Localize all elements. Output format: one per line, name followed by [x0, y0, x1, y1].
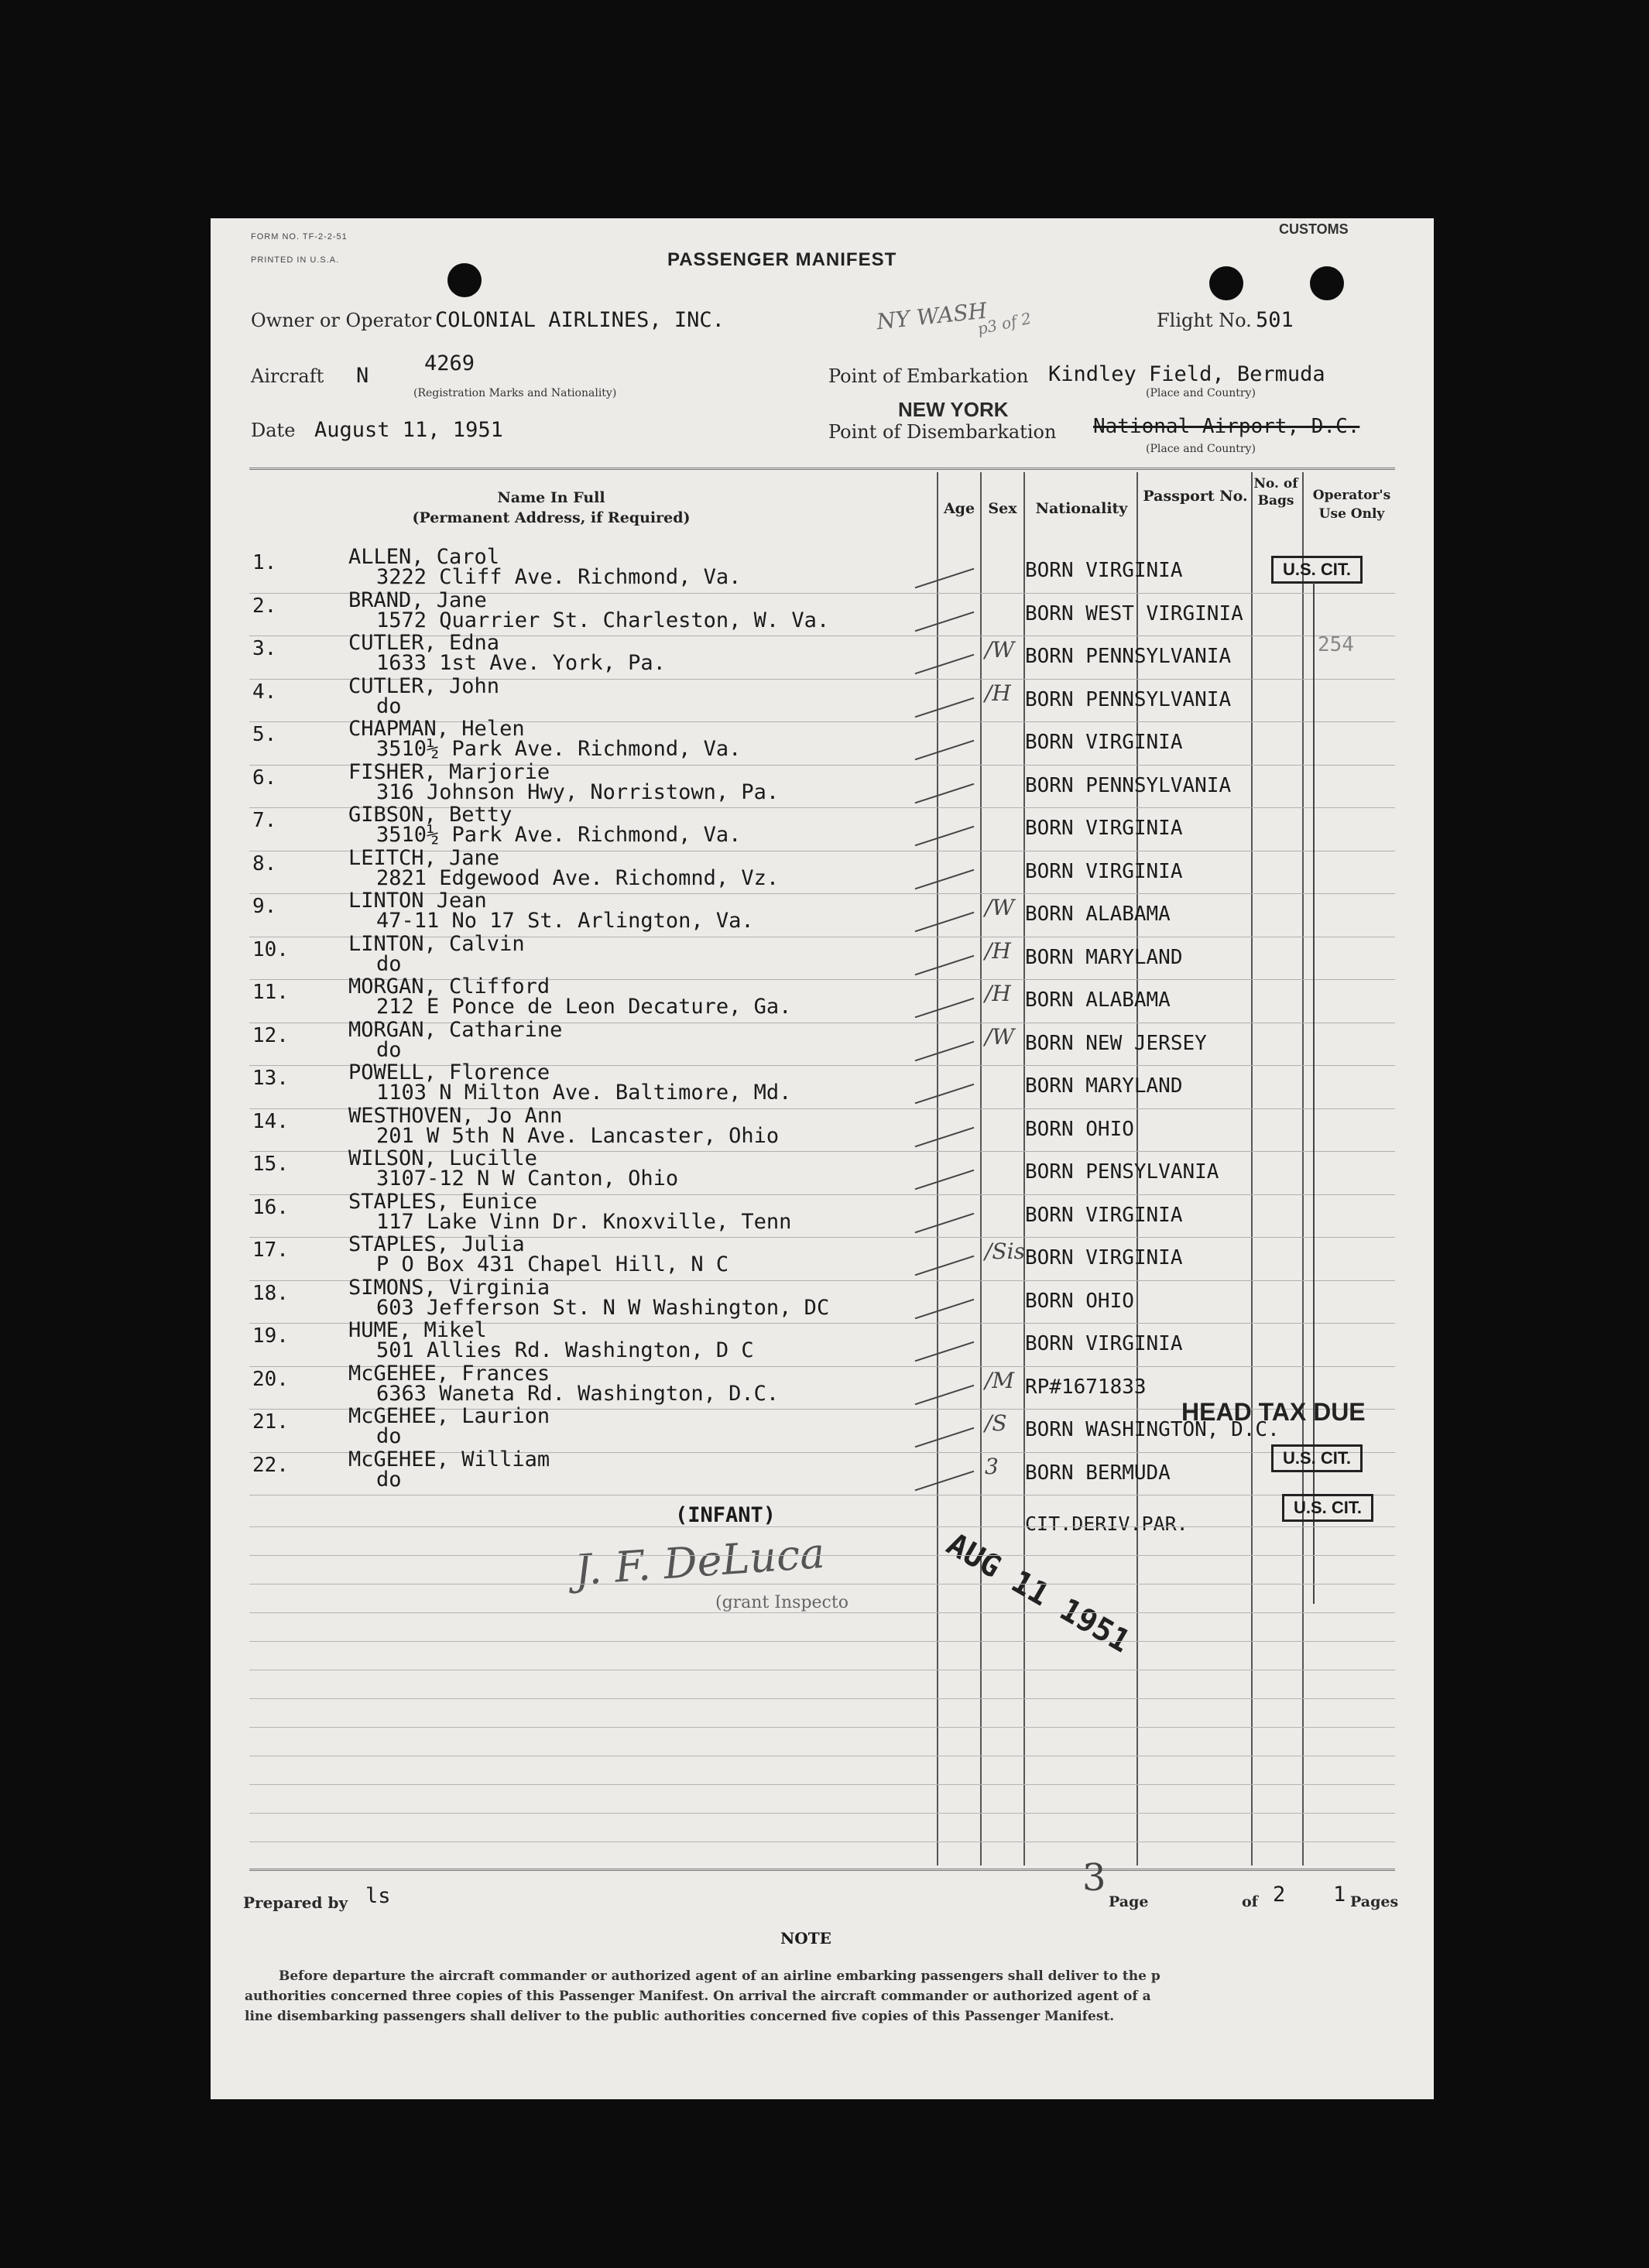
- tick-mark: [915, 1084, 975, 1105]
- flight-value: 501: [1256, 308, 1294, 332]
- passenger-name: McGEHEE, William: [348, 1447, 550, 1471]
- row-number: 3.: [252, 637, 277, 660]
- passenger-address: 1103 N Milton Ave. Baltimore, Md.: [376, 1081, 792, 1105]
- passenger-sex: /Sis: [985, 1238, 1025, 1264]
- blank-row-line: [249, 1784, 1395, 1785]
- row-number: 9.: [252, 895, 277, 918]
- pages-label: Pages: [1350, 1893, 1399, 1910]
- col-nationality-header: Nationality: [1035, 500, 1128, 517]
- tick-mark: [915, 1341, 975, 1362]
- passenger-nationality: BORN MARYLAND: [1025, 1074, 1183, 1098]
- passenger-address: do: [376, 1424, 402, 1448]
- col-age-header: Age: [943, 500, 975, 517]
- passenger-address: 316 Johnson Hwy, Norristown, Pa.: [376, 779, 780, 804]
- form-title: PASSENGER MANIFEST: [667, 249, 897, 270]
- passenger-nationality: BORN VIRGINIA: [1025, 1246, 1183, 1269]
- row-number: 11.: [252, 981, 289, 1004]
- cit-deriv-note: CIT.DERIV.PAR.: [1025, 1513, 1188, 1535]
- table-row: [211, 1447, 1434, 1497]
- passenger-name: POWELL, Florence: [348, 1060, 550, 1084]
- tick-mark: [915, 568, 975, 589]
- blank-row-line: [249, 1813, 1395, 1814]
- infant-note: (INFANT): [675, 1503, 777, 1527]
- passenger-sex: /W: [985, 1023, 1015, 1050]
- passenger-nationality: RP#1671833: [1025, 1375, 1147, 1399]
- col-sex-header: Sex: [988, 500, 1017, 517]
- aircraft-label: Aircraft: [251, 365, 324, 387]
- passenger-nationality: BORN VIRGINIA: [1025, 859, 1183, 883]
- passenger-name: McGEHEE, Frances: [348, 1361, 550, 1386]
- table-top-rule: [249, 468, 1395, 470]
- passenger-name: LINTON Jean: [348, 889, 487, 913]
- col-bags-header: No. of Bags: [1253, 476, 1298, 509]
- passenger-nationality: BORN OHIO: [1025, 1289, 1134, 1313]
- date-value: August 11, 1951: [314, 418, 503, 442]
- tick-mark: [915, 1298, 975, 1319]
- passenger-name: McGEHEE, Laurion: [348, 1404, 550, 1428]
- passenger-address: 2821 Edgewood Ave. Richomnd, Vz.: [376, 865, 780, 890]
- passenger-nationality: BORN NEW JERSEY: [1025, 1031, 1207, 1055]
- tick-mark: [915, 826, 975, 847]
- passenger-name: CHAPMAN, Helen: [348, 717, 525, 741]
- page-label: Page: [1109, 1893, 1149, 1910]
- passenger-address: do: [376, 694, 402, 718]
- row-number: 1.: [252, 551, 277, 574]
- passenger-name: FISHER, Marjorie: [348, 759, 550, 784]
- blank-row-line: [249, 1698, 1395, 1699]
- passenger-name: HUME, Mikel: [348, 1318, 487, 1342]
- passenger-address: 117 Lake Vinn Dr. Knoxville, Tenn: [376, 1209, 792, 1234]
- aircraft-prefix: N: [356, 364, 369, 388]
- owner-value: COLONIAL AIRLINES, INC.: [435, 308, 725, 332]
- col-name-title: Name In Full: [497, 489, 605, 506]
- row-number: 22.: [252, 1453, 289, 1477]
- passenger-sex: /S: [985, 1410, 1007, 1436]
- passenger-sex: /M: [985, 1367, 1015, 1393]
- note-title: NOTE: [780, 1929, 831, 1948]
- row-number: 15.: [252, 1153, 289, 1176]
- aircraft-value: 4269: [424, 351, 475, 375]
- passenger-nationality: BORN WEST VIRGINIA: [1025, 601, 1243, 625]
- passenger-address: 3222 Cliff Ave. Richmond, Va.: [376, 565, 742, 589]
- disembark-label: Point of Disembarkation: [828, 421, 1057, 443]
- prepared-label: Prepared by: [243, 1893, 348, 1912]
- passenger-name: WILSON, Lucille: [348, 1146, 537, 1170]
- col-name-sub: (Permanent Address, if Required): [412, 509, 691, 526]
- punch-hole-right: [1310, 266, 1344, 300]
- note-text: [245, 1966, 1160, 2026]
- passenger-sex: /H: [985, 981, 1011, 1006]
- row-number: 16.: [252, 1195, 289, 1219]
- passenger-name: BRAND, Jane: [348, 588, 487, 612]
- row-number: 6.: [252, 766, 277, 790]
- tick-mark: [915, 1384, 975, 1405]
- us-cit-stamp-2: U.S. CIT.: [1271, 1444, 1363, 1472]
- embark-label: Point of Embarkation: [828, 365, 1029, 387]
- passenger-address: 6363 Waneta Rd. Washington, D.C.: [376, 1381, 780, 1406]
- passenger-nationality: BORN PENNSYLVANIA: [1025, 645, 1232, 668]
- col-passport-header: Passport No.: [1143, 488, 1248, 505]
- passenger-name: MORGAN, Catharine: [348, 1017, 563, 1042]
- passenger-address: 603 Jefferson St. N W Washington, DC: [376, 1295, 830, 1320]
- tick-mark: [915, 912, 975, 933]
- passenger-nationality: BORN BERMUDA: [1025, 1461, 1171, 1485]
- printed-in: PRINTED IN U.S.A.: [251, 255, 340, 265]
- passenger-sex: /H: [985, 937, 1011, 964]
- tick-mark: [915, 1170, 975, 1191]
- inspector-caption: (grant Inspecto: [715, 1593, 848, 1612]
- passenger-sex: /W: [985, 637, 1015, 663]
- tick-mark: [915, 1427, 975, 1448]
- col-name-header: [334, 488, 768, 528]
- passenger-nationality: BORN PENSYLVANIA: [1025, 1160, 1219, 1184]
- passenger-nationality: BORN PENNSYLVANIA: [1025, 773, 1232, 797]
- pages-value: 1: [1333, 1883, 1346, 1907]
- passenger-nationality: BORN ALABAMA: [1025, 988, 1171, 1012]
- passenger-sex: /H: [985, 680, 1011, 706]
- passenger-name: MORGAN, Clifford: [348, 975, 550, 999]
- passenger-name: SIMONS, Virginia: [348, 1275, 550, 1300]
- form-number: FORM NO. TF-2-2-51: [251, 232, 348, 242]
- row-number: 8.: [252, 851, 277, 875]
- date-label: Date: [251, 420, 296, 441]
- tick-mark: [915, 954, 975, 975]
- tick-mark: [915, 1212, 975, 1233]
- passenger-name: CUTLER, John: [348, 673, 500, 698]
- passenger-sex: 3: [985, 1453, 999, 1479]
- passenger-name: GIBSON, Betty: [348, 803, 513, 827]
- passenger-name: WESTHOVEN, Jo Ann: [348, 1103, 563, 1128]
- tick-mark: [915, 654, 975, 675]
- passenger-address: 3510½ Park Ave. Richmond, Va.: [376, 823, 742, 847]
- row-number: 7.: [252, 809, 277, 832]
- note-line-3: line disembarking passengers shall deliver to the public authorities concerned five copies of this Passenger Manifest.: [245, 2009, 1115, 2024]
- blank-row-line: [249, 1641, 1395, 1642]
- passenger-address: 201 W 5th N Ave. Lancaster, Ohio: [376, 1123, 780, 1148]
- us-cit-stamp-1: U.S. CIT.: [1271, 556, 1363, 584]
- tick-mark: [915, 1470, 975, 1491]
- manifest-page: [211, 218, 1434, 2099]
- tick-mark: [915, 1256, 975, 1276]
- row-number: 4.: [252, 680, 277, 704]
- passenger-nationality: BORN VIRGINIA: [1025, 731, 1183, 754]
- passenger-address: P O Box 431 Chapel Hill, N C: [376, 1252, 729, 1276]
- passenger-nationality: BORN ALABAMA: [1025, 903, 1171, 926]
- passenger-sex: /W: [985, 895, 1015, 920]
- new-york-stamp: NEW YORK: [898, 398, 1009, 421]
- passenger-address: 1572 Quarrier St. Charleston, W. Va.: [376, 608, 830, 632]
- tick-mark: [915, 1040, 975, 1061]
- note-line-2: authorities concerned three copies of this Passenger Manifest. On arrival the aircraft commander or authorized agent of a: [245, 1989, 1151, 2004]
- passenger-address: 3510½ Park Ave. Richmond, Va.: [376, 737, 742, 761]
- flight-label: Flight No.: [1157, 310, 1252, 331]
- blank-row-line: [249, 1841, 1395, 1842]
- prepared-value: ls: [365, 1884, 391, 1908]
- blank-row-line: [249, 1526, 1395, 1527]
- row-number: 2.: [252, 594, 277, 618]
- passenger-address: 501 Allies Rd. Washington, D C: [376, 1338, 754, 1362]
- tick-mark: [915, 1126, 975, 1147]
- row-number: 14.: [252, 1109, 289, 1133]
- passenger-nationality: BORN VIRGINIA: [1025, 1203, 1183, 1227]
- blank-row-line: [249, 1727, 1395, 1728]
- tick-mark: [915, 868, 975, 889]
- date-stamp: AUG 11 1951: [941, 1526, 1136, 1660]
- passenger-address: 212 E Ponce de Leon Decature, Ga.: [376, 995, 792, 1019]
- passenger-name: LEITCH, Jane: [348, 845, 500, 870]
- owner-label: Owner or Operator: [251, 310, 432, 331]
- blank-row-line: [249, 1584, 1395, 1585]
- inspector-signature: J. F. DeLuca: [573, 1528, 827, 1595]
- row-number: 19.: [252, 1324, 289, 1348]
- passenger-name: LINTON, Calvin: [348, 931, 525, 956]
- row-number: 17.: [252, 1238, 289, 1262]
- note-line-1: Before departure the aircraft commander or authorized agent of an airline embarking passengers shall deliver to the p: [279, 1968, 1160, 1984]
- row-number: 18.: [252, 1281, 289, 1305]
- row-number: 20.: [252, 1367, 289, 1391]
- passenger-name: STAPLES, Julia: [348, 1232, 525, 1256]
- tick-mark: [915, 740, 975, 761]
- handwritten-note-top-2: p3 of 2: [975, 308, 1034, 339]
- of-label: of: [1242, 1893, 1258, 1910]
- passenger-address: 3107-12 N W Canton, Ohio: [376, 1167, 679, 1191]
- disembark-caption: (Place and Country): [1146, 443, 1256, 455]
- passenger-name: CUTLER, Edna: [348, 631, 500, 655]
- passenger-nationality: BORN OHIO: [1025, 1117, 1134, 1141]
- bags-note: 254: [1318, 633, 1354, 656]
- col-operator-header: Operator's Use Only: [1312, 488, 1391, 522]
- passenger-address: do: [376, 951, 402, 976]
- embark-caption: (Place and Country): [1146, 387, 1256, 399]
- passenger-name: ALLEN, Carol: [348, 545, 500, 569]
- row-number: 12.: [252, 1023, 289, 1047]
- embark-value: Kindley Field, Bermuda: [1048, 362, 1325, 386]
- passenger-address: 1633 1st Ave. York, Pa.: [376, 651, 666, 675]
- of-value: 2: [1273, 1883, 1286, 1907]
- tick-mark: [915, 783, 975, 803]
- disembark-struck: National Airport, D.C.: [1093, 415, 1360, 438]
- passenger-nationality: BORN VIRGINIA: [1025, 1332, 1183, 1355]
- row-number: 21.: [252, 1410, 289, 1434]
- blank-row-line: [249, 1612, 1395, 1613]
- tick-mark: [915, 611, 975, 632]
- passenger-nationality: BORN MARYLAND: [1025, 945, 1183, 969]
- handwritten-note-top: NY WASH: [875, 297, 989, 335]
- passenger-nationality: BORN VIRGINIA: [1025, 817, 1183, 840]
- page-number-handwritten: 3: [1082, 1856, 1106, 1900]
- passenger-address: do: [376, 1467, 402, 1492]
- customs-label: CUSTOMS: [1279, 221, 1349, 237]
- passenger-name: STAPLES, Eunice: [348, 1189, 537, 1214]
- punch-hole-center: [1209, 266, 1243, 300]
- passenger-address: 47-11 No 17 St. Arlington, Va.: [376, 909, 754, 933]
- passenger-address: do: [376, 1037, 402, 1062]
- aircraft-caption: (Registration Marks and Nationality): [413, 387, 617, 399]
- head-tax-stamp: HEAD TAX DUE: [1181, 1398, 1366, 1426]
- tick-mark: [915, 697, 975, 718]
- blank-row-line: [249, 1555, 1395, 1556]
- tick-mark: [915, 998, 975, 1019]
- table-bottom-rule: [249, 1869, 1395, 1871]
- passenger-nationality: BORN PENNSYLVANIA: [1025, 687, 1232, 711]
- punch-hole-left: [447, 263, 482, 297]
- us-cit-stamp-3: U.S. CIT.: [1282, 1494, 1373, 1522]
- passenger-nationality: BORN WASHINGTON, D.C.: [1025, 1418, 1280, 1441]
- row-number: 10.: [252, 937, 289, 961]
- row-number: 5.: [252, 723, 277, 746]
- row-number: 13.: [252, 1067, 289, 1090]
- passenger-nationality: BORN VIRGINIA: [1025, 559, 1183, 582]
